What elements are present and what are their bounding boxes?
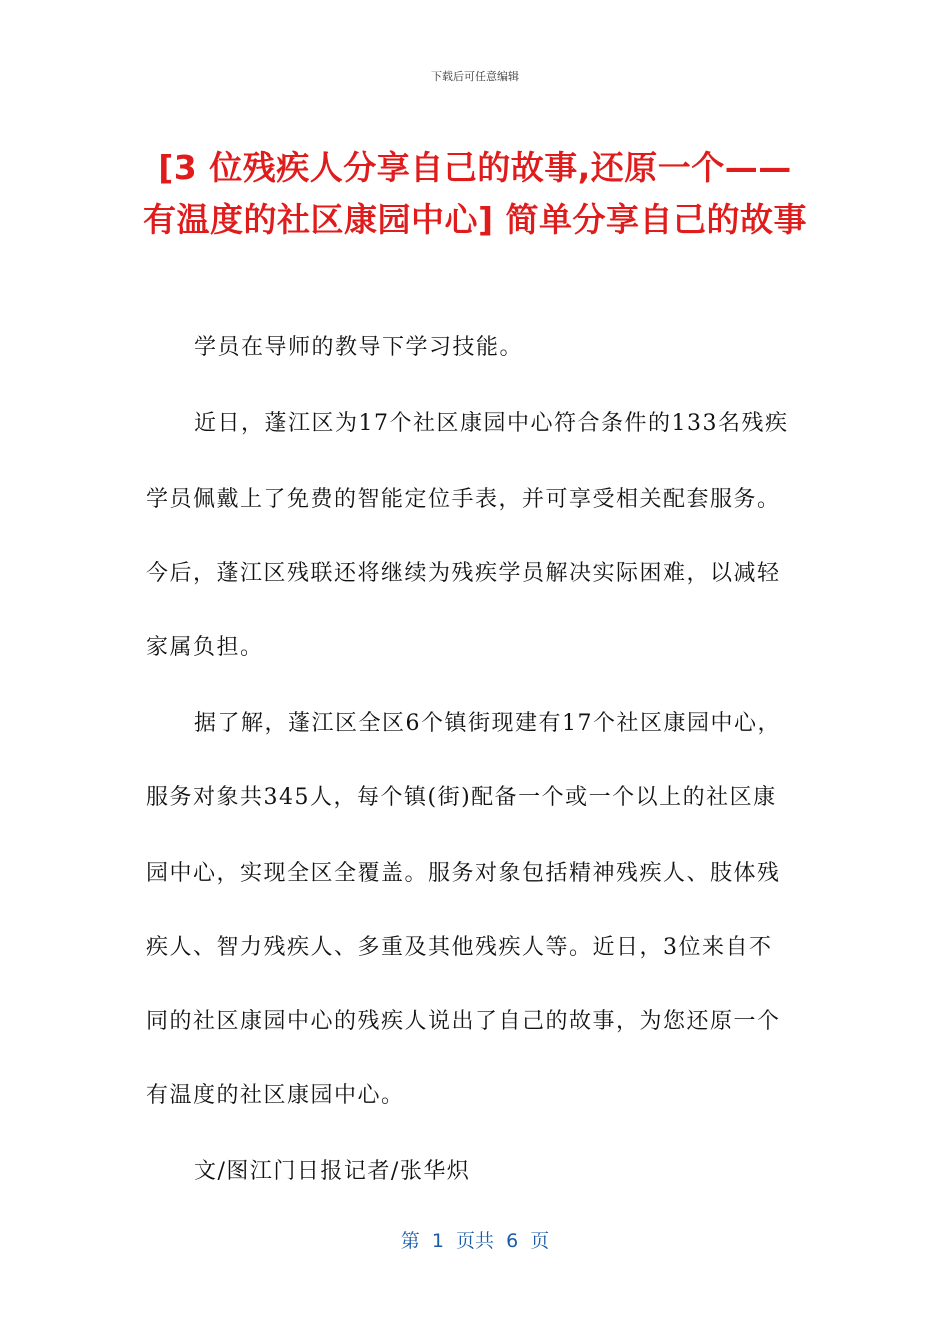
- body-line: 家属负担。: [146, 635, 264, 660]
- header-note: 下载后可任意编辑: [431, 70, 519, 83]
- body-line: 有温度的社区康园中心。: [146, 1083, 405, 1108]
- body-line: 服务对象共345人，每个镇(街)配备一个或一个以上的社区康: [146, 785, 777, 810]
- body-line: 学员佩戴上了免费的智能定位手表，并可享受相关配套服务。: [146, 487, 781, 512]
- body-line: 今后，蓬江区残联还将继续为残疾学员解决实际困难，以减轻: [146, 561, 781, 586]
- byline: 文/图江门日报记者/张华炽: [194, 1159, 471, 1184]
- document-title-line-1: [3 位残疾人分享自己的故事,还原一个——: [158, 148, 792, 187]
- document-title-line-2: 有温度的社区康园中心] 简单分享自己的故事: [142, 200, 808, 239]
- body-line: 近日，蓬江区为17个社区康园中心符合条件的133名残疾: [194, 411, 789, 436]
- page-footer: 第 1 页共 6 页: [400, 1230, 550, 1252]
- body-line: 园中心，实现全区全覆盖。服务对象包括精神残疾人、肢体残: [146, 861, 781, 886]
- body-line: 疾人、智力残疾人、多重及其他残疾人等。近日，3位来自不: [146, 935, 773, 960]
- body-line: 同的社区康园中心的残疾人说出了自己的故事，为您还原一个: [146, 1009, 781, 1034]
- body-line: 学员在导师的教导下学习技能。: [194, 335, 524, 360]
- body-line: 据了解，蓬江区全区6个镇街现建有17个社区康园中心，: [194, 711, 781, 736]
